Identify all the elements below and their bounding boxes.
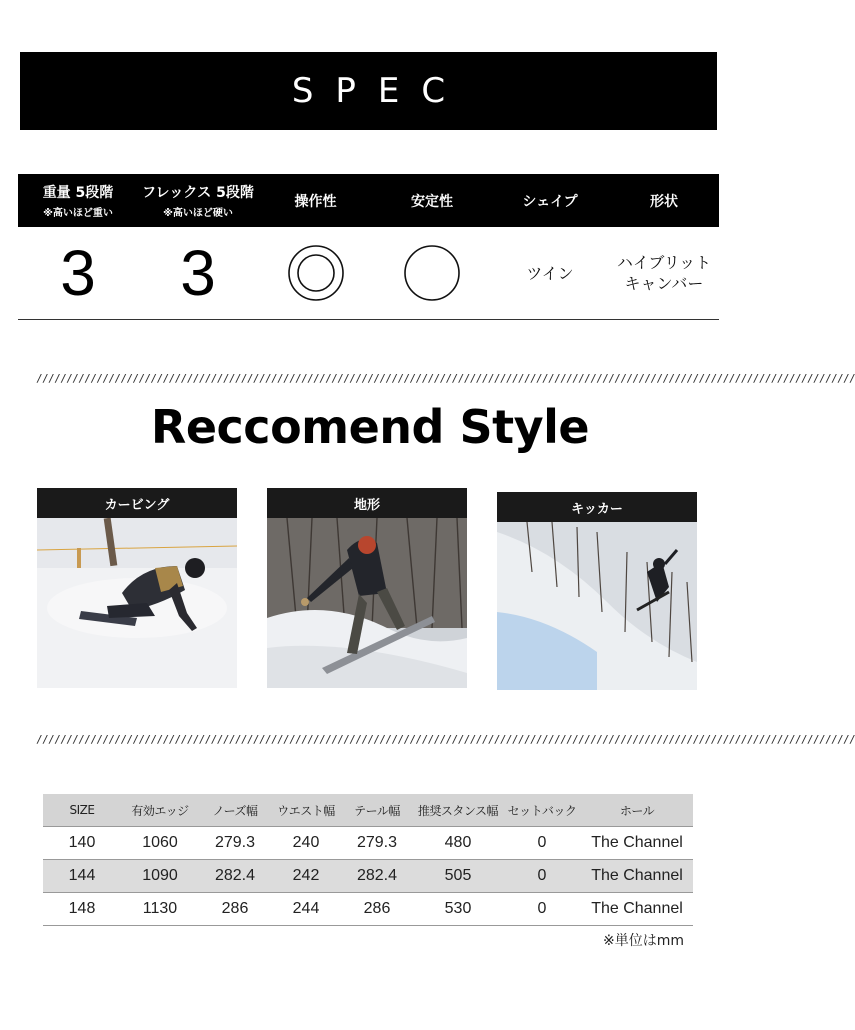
table-cell: The Channel (581, 893, 693, 926)
header-stability (373, 174, 491, 227)
table-cell: 240 (271, 827, 341, 860)
col-stance-width: 推奨スタンス幅 (413, 794, 503, 827)
table-cell: 244 (271, 893, 341, 926)
table-cell: The Channel (581, 860, 693, 893)
profile-value-line2: キャンバー (624, 274, 704, 293)
weight-value-cell (18, 227, 138, 319)
spec-values-row (18, 227, 719, 320)
spec-title: SPEC (291, 71, 468, 111)
unit-note: ※単位はmm (602, 933, 684, 949)
header-shape (491, 174, 609, 227)
table-row (43, 860, 693, 893)
size-table (43, 794, 693, 926)
header-weight-note: ※高いほど重い (43, 208, 113, 219)
table-cell: 140 (43, 827, 121, 860)
header-profile-label: 形状 (650, 193, 678, 210)
table-cell: 286 (199, 893, 271, 926)
style-photo-kicker (497, 492, 697, 690)
recommend-title: Reccomend Style (150, 400, 590, 454)
style-photo-carving (37, 488, 237, 688)
table-cell: 279.3 (341, 827, 413, 860)
handling-value-cell (258, 227, 373, 319)
table-row (43, 827, 693, 860)
col-effective-edge: 有効エッジ (121, 794, 199, 827)
header-flex-label: フレックス 5段階 (142, 185, 254, 201)
style-label-terrain: 地形 (267, 488, 467, 518)
table-cell: 1130 (121, 893, 199, 926)
header-weight (18, 174, 138, 227)
table-cell: 242 (271, 860, 341, 893)
flex-value: 3 (180, 237, 216, 309)
shape-value: ツイン (526, 263, 574, 283)
style-label-carving: カービング (37, 488, 237, 518)
shape-value-cell (491, 227, 609, 319)
table-cell: 0 (503, 860, 581, 893)
header-stability-label: 安定性 (411, 193, 453, 210)
col-setback: セットバック (503, 794, 581, 827)
spec-header-row (18, 174, 719, 227)
slash-divider-bottom: //////////////////////////////////////////////////////////////////////////////////////////////////////////////////////////////////////// (36, 733, 855, 746)
double-circle-icon (287, 244, 345, 302)
col-waist-width: ウエスト幅 (271, 794, 341, 827)
header-handling-label: 操作性 (294, 193, 337, 210)
header-flex-note: ※高いほど硬い (163, 208, 233, 219)
header-handling (258, 174, 373, 227)
table-row (43, 893, 693, 926)
carving-photo-illustration (37, 488, 237, 688)
table-cell: 1090 (121, 860, 199, 893)
size-table-header (43, 794, 693, 827)
header-weight-label: 重量 5段階 (42, 185, 114, 201)
terrain-photo-illustration (267, 488, 467, 688)
profile-value-cell (609, 227, 719, 319)
spec-banner (20, 52, 717, 130)
table-cell: 480 (413, 827, 503, 860)
table-cell: 0 (503, 827, 581, 860)
table-cell: 282.4 (199, 860, 271, 893)
header-shape-label: シェイプ (522, 193, 578, 210)
table-cell: 505 (413, 860, 503, 893)
col-size: SIZE (43, 794, 121, 827)
table-cell: 0 (503, 893, 581, 926)
col-tail-width: テール幅 (341, 794, 413, 827)
table-cell: 1060 (121, 827, 199, 860)
table-cell: 530 (413, 893, 503, 926)
header-flex (138, 174, 258, 227)
table-cell: The Channel (581, 827, 693, 860)
table-cell: 144 (43, 860, 121, 893)
table-cell: 279.3 (199, 827, 271, 860)
table-cell: 148 (43, 893, 121, 926)
col-nose-width: ノーズ幅 (199, 794, 271, 827)
flex-value-cell (138, 227, 258, 319)
style-label-kicker: キッカー (497, 492, 697, 522)
stability-value-cell (373, 227, 491, 319)
header-profile (609, 174, 719, 227)
col-hole: ホール (581, 794, 693, 827)
weight-value: 3 (60, 237, 96, 309)
table-cell: 286 (341, 893, 413, 926)
slash-divider-top: //////////////////////////////////////////////////////////////////////////////////////////////////////////////////////////////////////// (36, 372, 855, 385)
profile-value-line1: ハイブリット (616, 253, 712, 272)
style-photo-terrain (267, 488, 467, 688)
circle-icon (403, 244, 461, 302)
table-cell: 282.4 (341, 860, 413, 893)
